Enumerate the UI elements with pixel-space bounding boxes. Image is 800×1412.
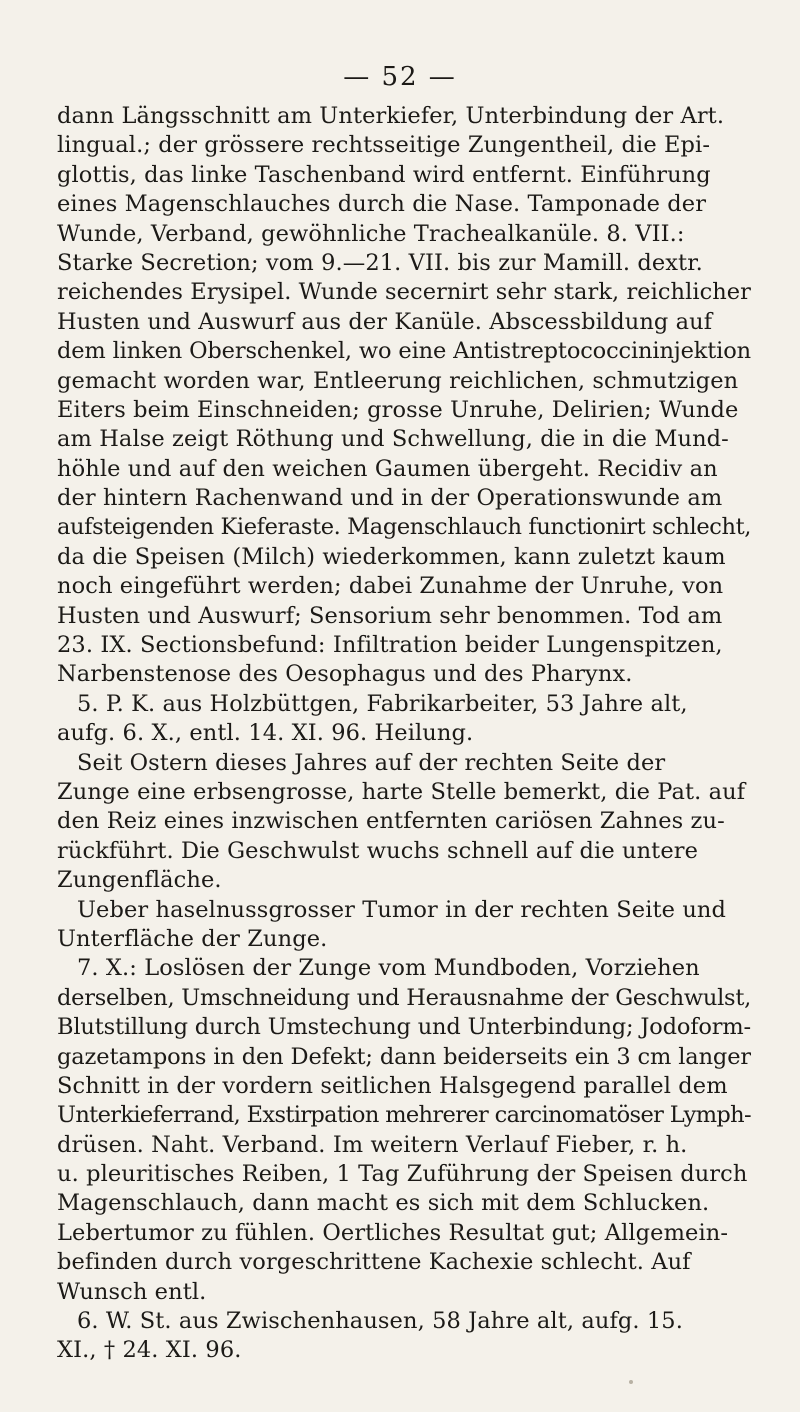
text-line: Unterkieferrand, Exstirpation mehrerer carcinomatöser Lymph- bbox=[57, 1102, 751, 1129]
text-line: Magenschlauch, dann macht es sich mit dem Schlucken. bbox=[57, 1190, 710, 1217]
text-line: am Halse zeigt Röthung und Schwellung, die in die Mund- bbox=[57, 426, 729, 453]
text-line: Eiters beim Einschneiden; grosse Unruhe, Delirien; Wunde bbox=[57, 396, 739, 423]
text-line: rückführt. Die Geschwulst wuchs schnell auf die untere bbox=[57, 837, 699, 864]
text-line: drüsen. Naht. Verband. Im weitern Verlauf Fieber, r. h. bbox=[57, 1131, 688, 1158]
text-line: Husten und Auswurf; Sensorium sehr benommen. Tod am bbox=[57, 602, 723, 629]
text-line: gazetampons in den Defekt; dann beiderseits ein 3 cm langer bbox=[57, 1043, 751, 1070]
text-line: eines Magenschlauches durch die Nase. Tamponade der bbox=[57, 191, 707, 218]
text-line: lingual.; der grössere rechtsseitige Zungentheil, die Epi- bbox=[57, 132, 711, 159]
text-line: Zunge eine erbsengrosse, harte Stelle bemerkt, die Pat. auf bbox=[57, 778, 746, 805]
text-line: Ueber haselnussgrosser Tumor in der rechten Seite und bbox=[77, 896, 726, 923]
text-line: u. pleuritisches Reiben, 1 Tag Zuführung der Speisen durch bbox=[57, 1161, 748, 1188]
text-line: 23. IX. Sectionsbefund: Infiltration beider Lungenspitzen, bbox=[57, 632, 723, 659]
text-line: derselben, Umschneidung und Herausnahme der Geschwulst, bbox=[57, 984, 751, 1011]
text-line: Starke Secretion; vom 9.—21. VII. bis zur Mamill. dextr. bbox=[57, 249, 703, 276]
text-line: den Reiz eines inzwischen entfernten cariösen Zahnes zu- bbox=[57, 808, 725, 835]
text-line: 5. P. K. aus Holzbüttgen, Fabrikarbeiter, 53 Jahre alt, bbox=[77, 690, 688, 717]
text-line: Seit Ostern dieses Jahres auf der rechten Seite der bbox=[77, 749, 666, 776]
text-line: dem linken Oberschenkel, wo eine Antistreptococcininjektion bbox=[57, 338, 751, 365]
text-line: Wunde, Verband, gewöhnliche Trachealkanüle. 8. VII.: bbox=[57, 220, 685, 247]
text-line: Wunsch entl. bbox=[57, 1278, 207, 1305]
text-line: noch eingeführt werden; dabei Zunahme der Unruhe, von bbox=[57, 573, 724, 600]
text-line: Blutstillung durch Umstechung und Unterbindung; Jodoform- bbox=[57, 1014, 751, 1041]
text-line: aufsteigenden Kieferaste. Magenschlauch functionirt schlecht, bbox=[57, 514, 751, 541]
text-line: Schnitt in der vordern seitlichen Halsgegend parallel dem bbox=[57, 1072, 728, 1099]
text-line: gemacht worden war, Entleerung reichlichen, schmutzigen bbox=[57, 367, 739, 394]
text-line: der hintern Rachenwand und in der Operationswunde am bbox=[57, 485, 723, 512]
text-line: reichendes Erysipel. Wunde secernirt sehr stark, reichlicher bbox=[57, 279, 751, 306]
text-line: XI., † 24. XI. 96. bbox=[57, 1337, 242, 1364]
text-line: höhle und auf den weichen Gaumen übergeht. Recidiv an bbox=[57, 455, 718, 482]
text-line: 7. X.: Loslösen der Zunge vom Mundboden, Vorziehen bbox=[77, 955, 700, 982]
print-speck bbox=[629, 1380, 633, 1384]
text-line: Narbenstenose des Oesophagus und des Pharynx. bbox=[57, 661, 633, 688]
text-line: Lebertumor zu fühlen. Oertliches Resultat gut; Allgemein- bbox=[57, 1219, 729, 1246]
page-number: — 52 — bbox=[343, 62, 457, 92]
text-line: Zungenfläche. bbox=[57, 867, 222, 894]
body-text bbox=[57, 102, 751, 1366]
text-line: aufg. 6. X., entl. 14. XI. 96. Heilung. bbox=[57, 720, 474, 747]
text-line: glottis, das linke Taschenband wird entfernt. Einführung bbox=[57, 161, 711, 188]
text-line: 6. W. St. aus Zwischenhausen, 58 Jahre alt, aufg. 15. bbox=[77, 1308, 683, 1335]
text-line: Husten und Auswurf aus der Kanüle. Abscessbildung auf bbox=[57, 308, 713, 335]
text-line: dann Längsschnitt am Unterkiefer, Unterbindung der Art. bbox=[57, 103, 725, 129]
text-line: da die Speisen (Milch) wiederkommen, kann zuletzt kaum bbox=[57, 543, 726, 570]
text-line: Unterfläche der Zunge. bbox=[57, 925, 328, 952]
text-line: befinden durch vorgeschrittene Kachexie schlecht. Auf bbox=[57, 1249, 691, 1276]
